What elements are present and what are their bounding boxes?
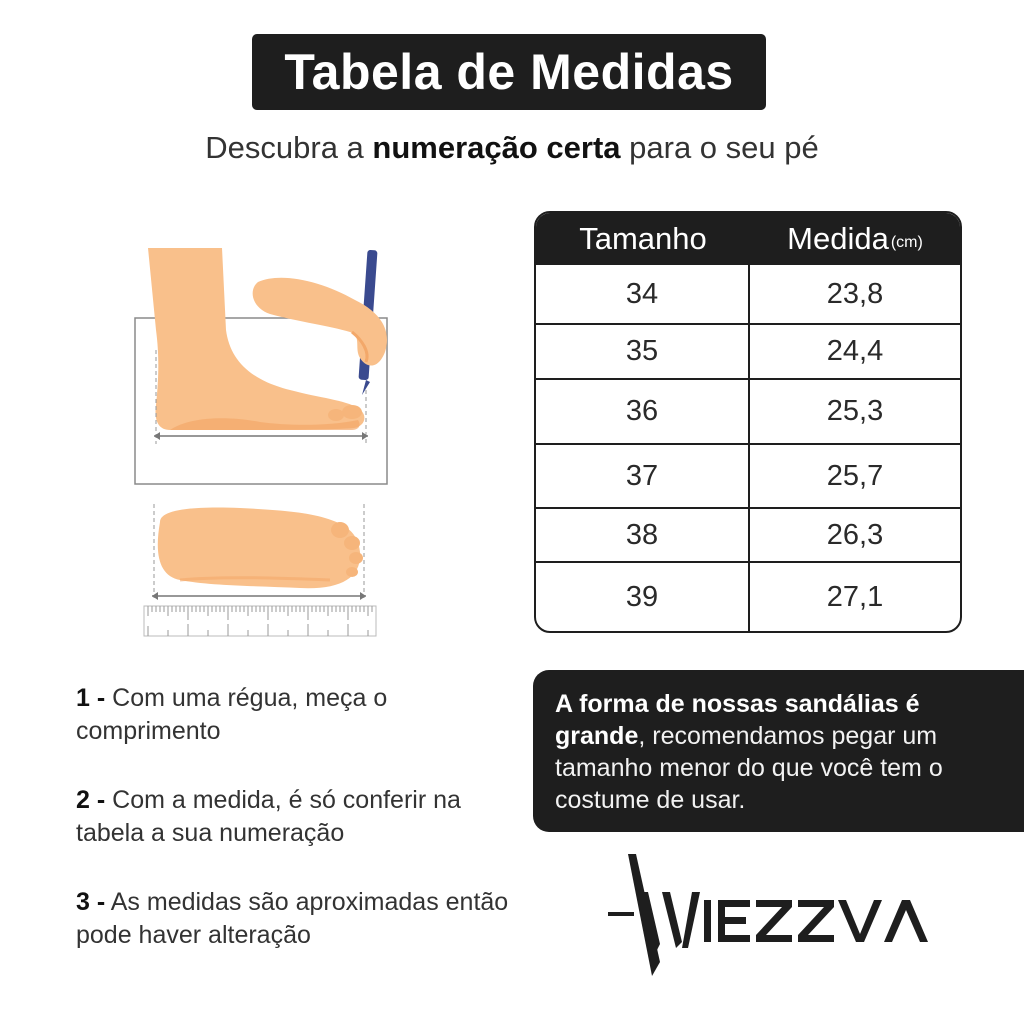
size-cell: 34 (536, 265, 750, 323)
size-cell: 38 (536, 509, 750, 561)
col-measure-label: Medida (787, 221, 889, 256)
size-cell: 35 (536, 325, 750, 378)
measure-cell: 25,7 (826, 459, 884, 492)
col-measure-header (750, 213, 960, 265)
step-number: 3 - (76, 888, 106, 916)
step-number: 1 - (76, 684, 106, 712)
subtitle-post: para o seu pé (620, 130, 819, 165)
subtitle (0, 130, 1024, 166)
note-text: , recomendamos pegar um tamanho menor do que você tem o costume de usar. (555, 722, 943, 814)
table-body (536, 265, 960, 631)
col-size-header: Tamanho (579, 221, 707, 256)
sizing-note (533, 670, 1024, 832)
step-text: As medidas são aproximadas então pode haver alteração (76, 888, 509, 949)
measure-cell: 26,3 (826, 518, 884, 551)
table-row (536, 378, 960, 443)
title-banner (252, 34, 766, 110)
subtitle-pre: Descubra a (205, 130, 373, 165)
ruler-icon (144, 606, 376, 636)
table-row (536, 561, 960, 631)
measure-cell: 24,4 (826, 335, 884, 367)
step-text: Com uma régua, meça o comprimento (76, 684, 388, 745)
instructions-list (76, 682, 526, 988)
table-header (536, 213, 960, 265)
foot-sole-icon (158, 508, 363, 589)
size-cell: 39 (536, 563, 750, 631)
subtitle-bold: numeração certa (372, 130, 621, 165)
size-cell: 37 (536, 445, 750, 507)
page-title: Tabela de Medidas (284, 44, 734, 100)
step-text: Com a medida, é só conferir na tabela a sua numeração (76, 786, 461, 847)
note-bold-1: A forma de nossas sandálias é (555, 690, 920, 718)
step-3 (76, 886, 526, 952)
step-2 (76, 784, 526, 850)
note-bold-2: grande (555, 722, 639, 750)
size-table (534, 211, 962, 633)
table-row (536, 265, 960, 323)
step-1 (76, 682, 526, 748)
step-number: 2 - (76, 786, 106, 814)
measure-cell: 25,3 (826, 395, 884, 427)
table-row (536, 443, 960, 507)
foot-measurement-illustration (130, 240, 400, 640)
col-measure-unit: (cm) (890, 234, 923, 251)
size-cell: 36 (536, 380, 750, 443)
measure-cell: 27,1 (826, 580, 884, 613)
table-row (536, 323, 960, 378)
table-row (536, 507, 960, 561)
measure-cell: 23,8 (826, 277, 884, 310)
brand-logo (604, 852, 944, 980)
